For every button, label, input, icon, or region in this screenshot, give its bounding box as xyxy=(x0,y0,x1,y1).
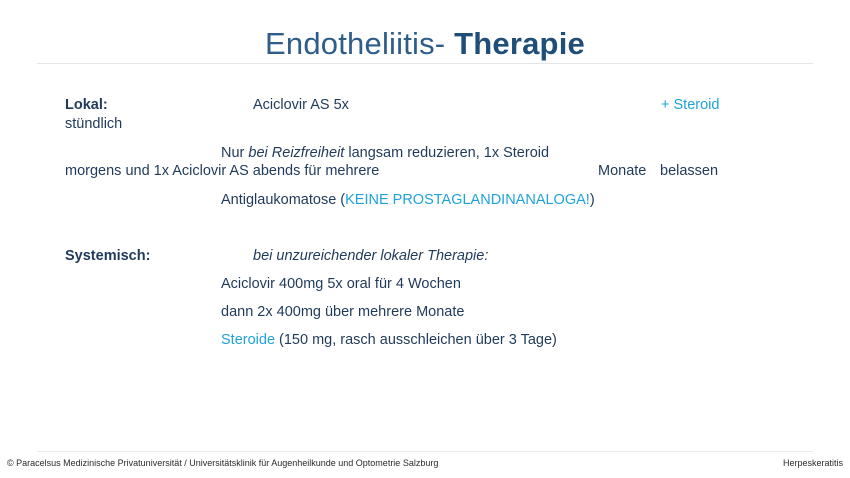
lokal-frequency: stündlich xyxy=(65,116,123,132)
title-divider xyxy=(37,63,813,64)
lokal-reduction-suffix: langsam reduzieren, 1x Steroid xyxy=(344,145,550,161)
lokal-reduction-line xyxy=(221,144,549,162)
lokal-maintenance-months: Monate xyxy=(598,163,647,179)
footer-divider xyxy=(37,451,813,452)
footer-topic: Herpeskeratitis xyxy=(782,458,843,468)
systemisch-line-1: Aciclovir 400mg 5x oral für 4 Wochen xyxy=(221,276,461,292)
lokal-glaucoma-line xyxy=(221,191,595,209)
systemisch-steroid-line xyxy=(221,331,557,349)
systemisch-line-2: dann 2x 400mg über mehrere Monate xyxy=(221,304,465,320)
title-bold: Therapie xyxy=(454,26,585,61)
title-regular: Endotheliitis- xyxy=(265,26,455,61)
lokal-glaucoma-suffix: ) xyxy=(589,192,595,208)
systemisch-steroid-detail: (150 mg, rasch ausschleichen über 3 Tage) xyxy=(275,332,557,348)
footer-copyright: © Paracelsus Medizinische Privatuniversität / Universitätsklinik für Augenheilkunde und Optometrie Salzburg xyxy=(7,458,439,468)
systemisch-condition: bei unzureichender lokaler Therapie: xyxy=(253,248,489,264)
lokal-glaucoma-prefix: Antiglaukomatose ( xyxy=(221,192,346,208)
systemisch-steroid-label: Steroide xyxy=(221,332,276,348)
lokal-maintenance-line: morgens und 1x Aciclovir AS abends für mehrere xyxy=(65,163,380,179)
lokal-maintenance-keep: belassen xyxy=(660,163,719,179)
slide-title xyxy=(0,26,850,62)
lokal-label: Lokal: xyxy=(65,97,108,113)
lokal-reduction-prefix: Nur xyxy=(221,145,249,161)
lokal-reduction-condition: bei Reizfreiheit xyxy=(248,145,345,161)
lokal-drug: Aciclovir AS 5x xyxy=(253,97,349,113)
lokal-steroid: + Steroid xyxy=(661,97,720,113)
systemisch-label: Systemisch: xyxy=(65,248,151,264)
lokal-glaucoma-warning: KEINE PROSTAGLANDINANALOGA! xyxy=(345,192,590,208)
